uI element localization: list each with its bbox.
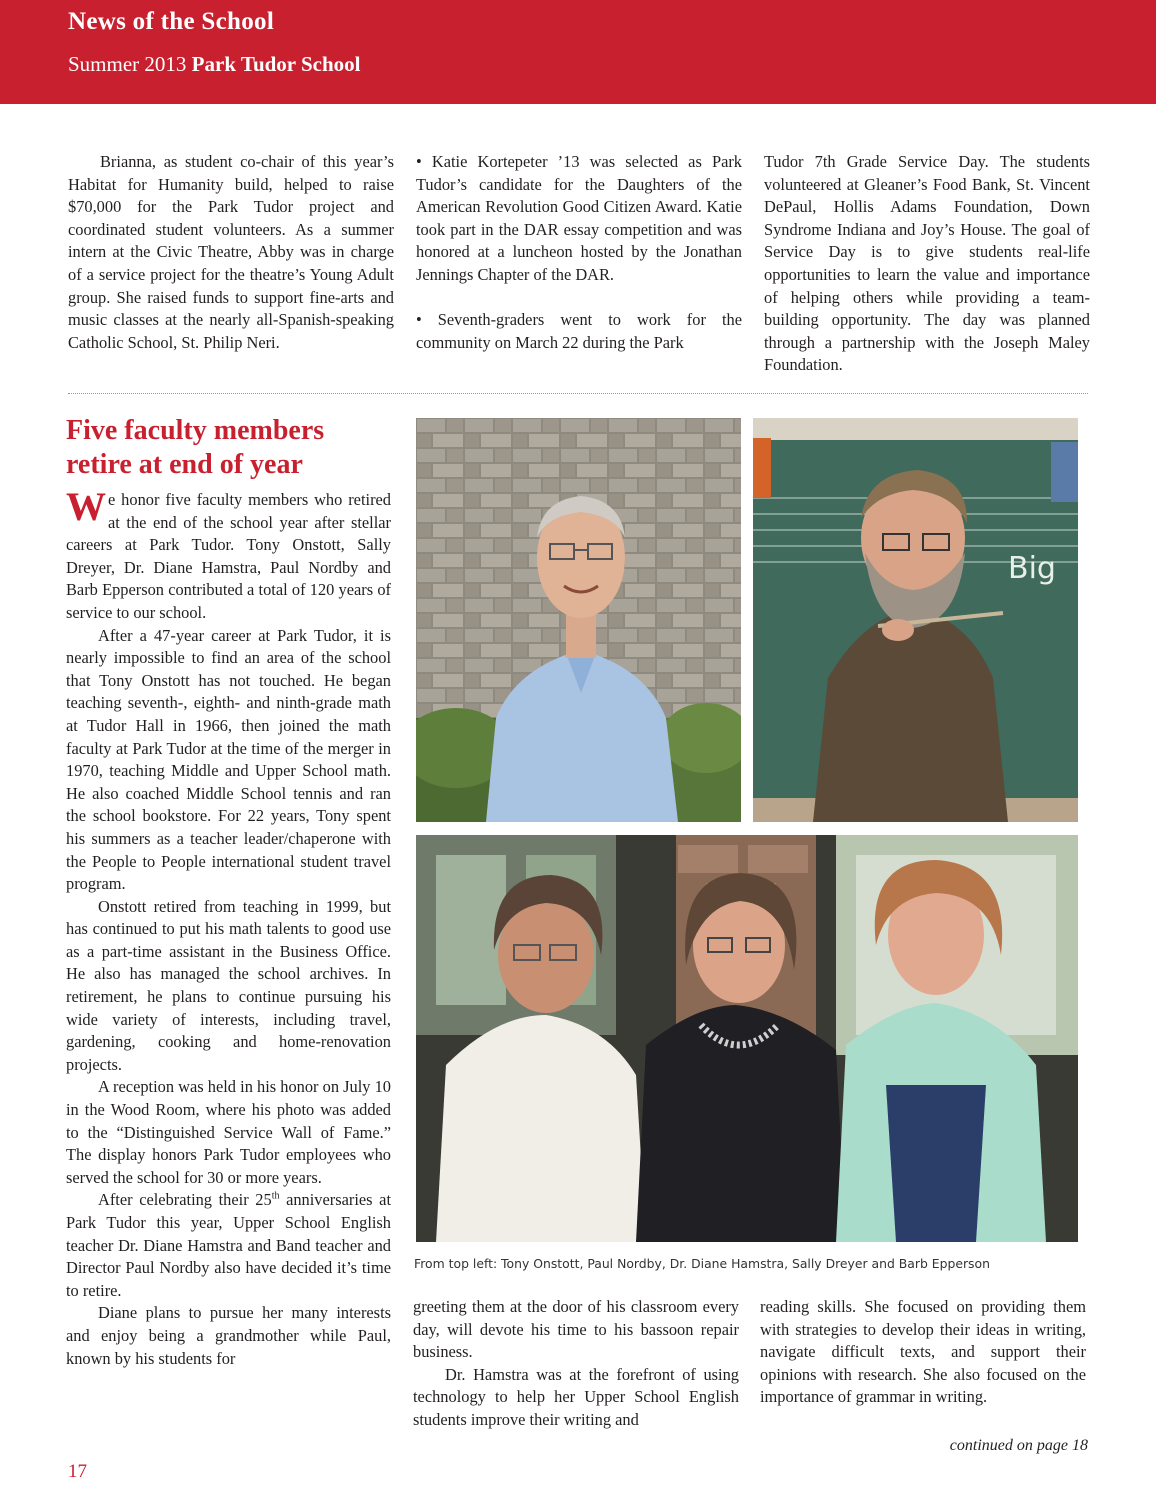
divider (68, 393, 1088, 394)
photo-caption: From top left: Tony Onstott, Paul Nordby, Dr. Diane Hamstra, Sally Dreyer and Barb Epperson (414, 1256, 990, 1271)
paragraph: After celebrating their 25th anniversaries at Park Tudor this year, Upper School English teacher Dr. Diane Hamstra and Band teacher and Director Paul Nordby also have decided it’s time to retire. (66, 1190, 392, 1300)
section-title: News of the School (68, 8, 275, 35)
page-header (0, 0, 1156, 104)
photo-tony-onstott-image (416, 418, 741, 822)
photo-three-women-image (416, 835, 1078, 1242)
paragraph: We honor five faculty members who retired at the end of the school year after stellar careers at Park Tudor. Tony Onstott, Sally Dreyer, Dr. Diane Hamstra, Paul Nordby and Barb Epperson contributed a total of 120 years of service to our school. (66, 484, 391, 622)
top-column-3 (764, 151, 1090, 377)
chalk-word: Big (1008, 551, 1056, 586)
page-number: 17 (68, 1461, 87, 1482)
photo-paul-nordby (753, 418, 1078, 822)
paragraph: reading skills. She focused on providing them with strategies to develop their ideas in writing, navigate difficult texts, and support their opinions with research. She also focused on the importance of grammar in writing. (760, 1297, 1086, 1407)
article-column-1 (66, 484, 392, 1370)
paragraph: A reception was held in his honor on July 10 in the Wood Room, where his photo was added to the “Distinguished Service Wall of Fame.” The display honors Park Tudor employees who served the school for 30 or more years. (66, 1077, 391, 1187)
paragraph: Brianna, as student co-chair of this year’s Habitat for Humanity build, helped to raise $70,000 for the Park Tudor project and coordinated student volunteers. As a summer intern at the Civic Theatre, Abby was in charge of a service project for the theatre’s Young Adult group. She raised funds to support fine-arts and music classes at the nearly all-Spanish-speaking Catholic School, St. Philip Neri. (68, 152, 394, 352)
paragraph: Dr. Hamstra was at the forefront of using technology to help her Upper School English students improve their writing and (413, 1364, 739, 1429)
article-column-2 (413, 1296, 739, 1432)
paragraph: Tudor 7th Grade Service Day. The students volunteered at Gleaner’s Food Bank, St. Vincent DePaul, Hollis Adams Foundation, Down Syndrome Indiana and Joy’s House. The goal of Service Day is to give students real-life opportunities to learn the value and importance of helping others while providing a team-building opportunity. The day was planned through a partnership with the Joseph Maley Foundation. (764, 152, 1090, 375)
paragraph: greeting them at the door of his classroom every day, will devote his time to his bassoon repair business. (413, 1297, 739, 1362)
paragraph: After a 47-year career at Park Tudor, it is nearly impossible to find an area of the school that Tony Onstott has not touched. He began teaching seventh-, eighth- and ninth-grade math at Tudor Hall in 1966, then joined the math faculty at Park Tudor at the time of the merger in 1970, teaching Middle and Upper School math. He also coached Middle School tennis and ran the school bookstore. For 22 years, Tony spent his summers as a teacher leader/chaperone with the People to People international student travel program. (66, 625, 391, 894)
paragraph: • Katie Kortepeter ’13 was selected as Park Tudor’s candidate for the Daughters of the American Revolution Good Citizen Award. Katie took part in the DAR essay competition and was honored at a luncheon hosted by the Jonathan Jennings Chapter of the DAR. (416, 152, 742, 284)
photo-hamstra-dreyer-epperson (416, 835, 1078, 1242)
school-name: Park Tudor School (191, 52, 361, 76)
photo-tony-onstott (416, 418, 741, 822)
issue-line (68, 52, 361, 77)
top-column-1 (68, 151, 394, 354)
article-column-3 (760, 1296, 1086, 1409)
paragraph: • Seventh-graders went to work for the community on March 22 during the Park (416, 310, 742, 352)
paragraph: Onstott retired from teaching in 1999, but has continued to put his math talents to good use as a part-time assistant in the Business Office. He also has managed the school archives. In retirement, he plans to continue pursuing his wide variety of interests, including travel, gardening, cooking and home-renovation projects. (66, 896, 391, 1074)
drop-cap: W (66, 484, 106, 529)
article-headline: Five faculty members retire at end of year (66, 415, 325, 480)
issue-date: Summer 2013 (68, 52, 187, 76)
paragraph: Diane plans to pursue her many interests and enjoy being a grandmother while Paul, known by his students for (66, 1303, 391, 1368)
photo-paul-nordby-image (753, 418, 1078, 822)
continued-note: continued on page 18 (949, 1437, 1088, 1454)
top-column-2 (416, 151, 742, 354)
